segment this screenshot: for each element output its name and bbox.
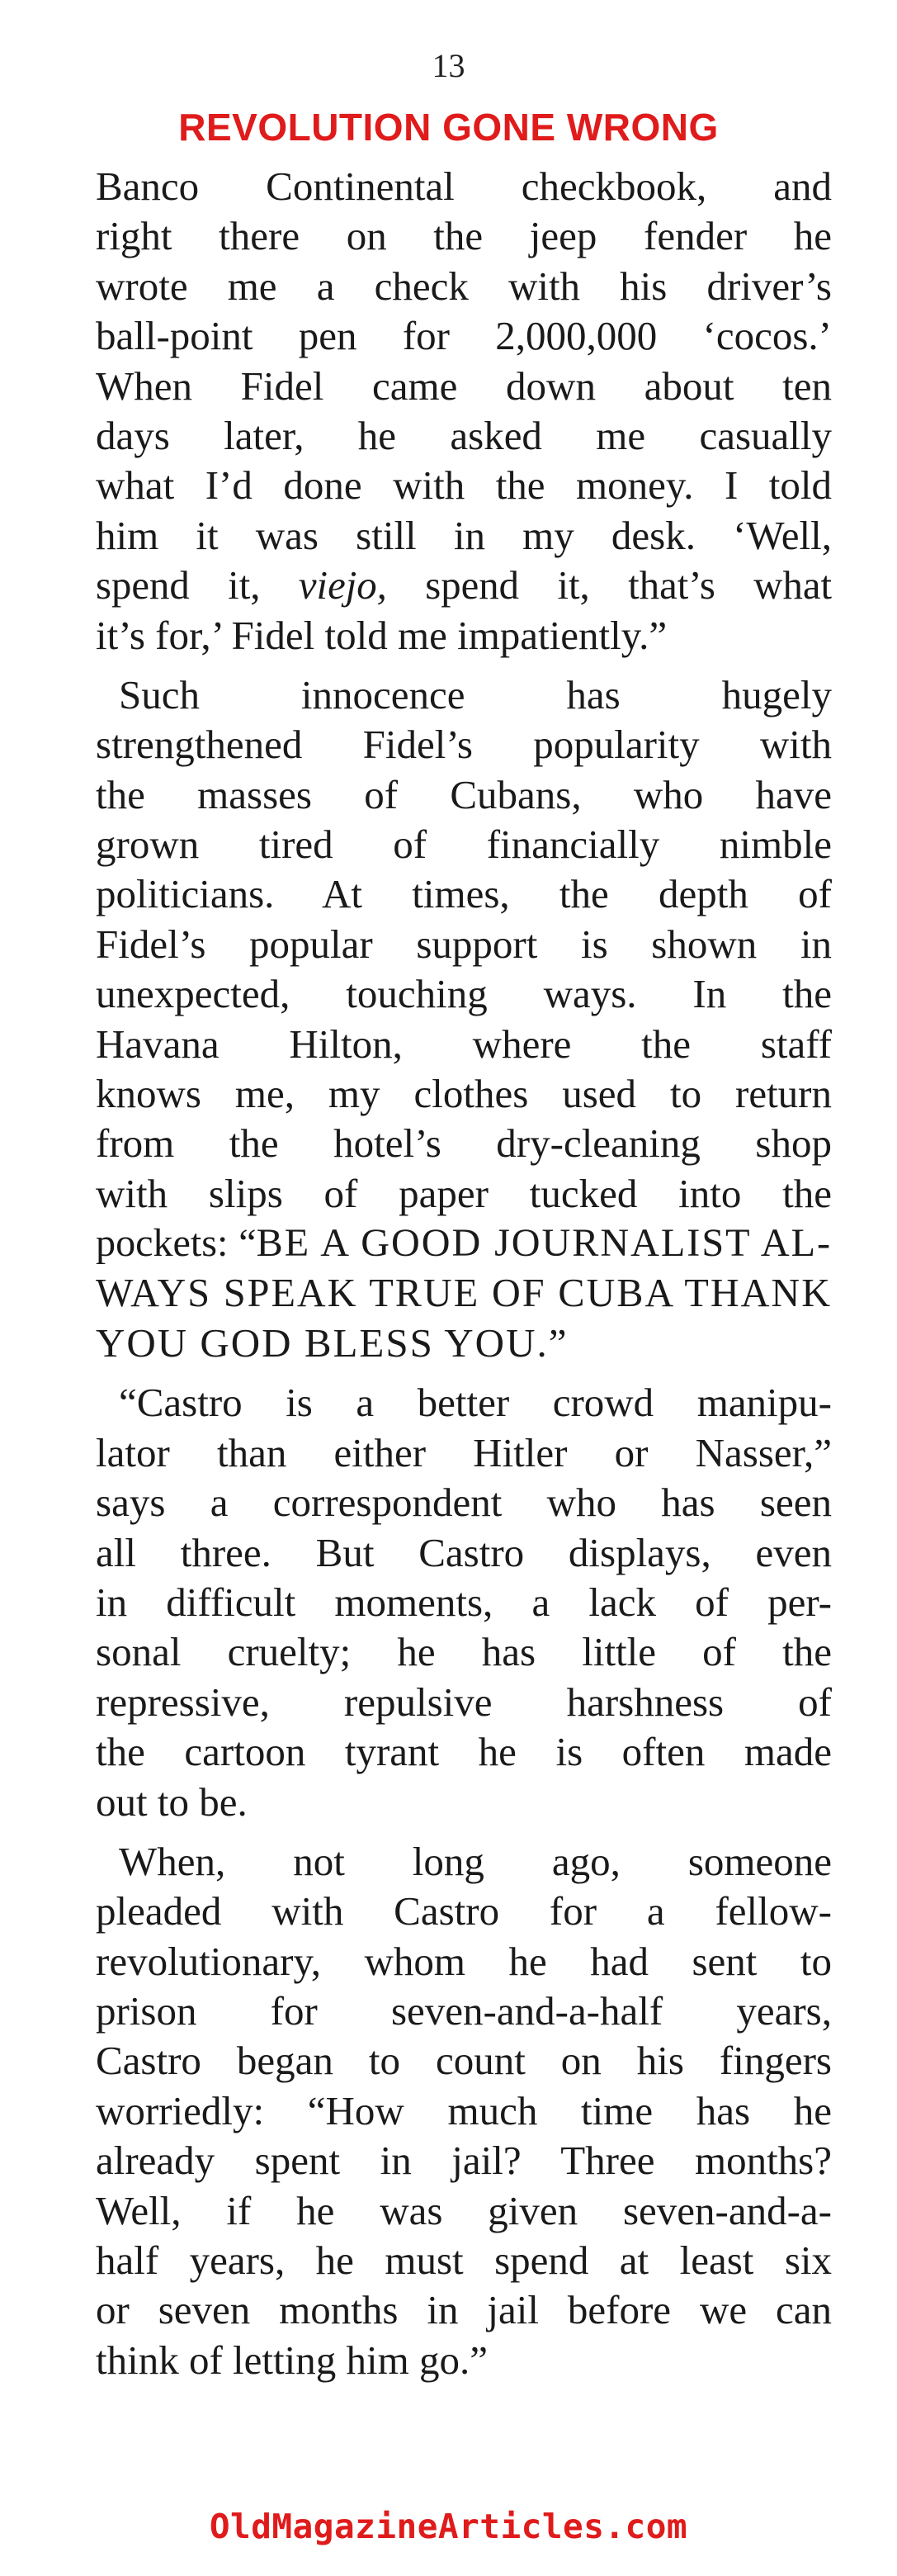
paragraph-gap — [96, 1368, 832, 1378]
page-header-title: REVOLUTION GONE WRONG — [178, 106, 719, 149]
text-line: repressive, repulsive harshness of — [96, 1679, 832, 1725]
paragraph-gap — [96, 661, 832, 670]
site-footer-link[interactable]: OldMagazineArticles.com — [209, 2507, 688, 2546]
text-line: prison for seven-and-a-half years, — [96, 1988, 832, 2034]
paragraph — [96, 1378, 832, 1827]
text-line: what I’d done with the money. I told — [96, 462, 832, 509]
text-line: wrote me a check with his driver’s — [96, 263, 832, 309]
text-line: knows me, my clothes used to return — [96, 1071, 832, 1117]
text-line: half years, he must spend at least six — [96, 2237, 832, 2284]
text-line: strengthened Fidel’s popularity with — [96, 722, 832, 768]
article-body — [96, 162, 832, 2385]
text-line: or seven months in jail before we can — [96, 2287, 832, 2333]
paragraph-gap — [96, 1827, 832, 1837]
text-line: the masses of Cubans, who have — [96, 771, 832, 817]
text-line: lator than either Hitler or Nasser,” — [96, 1429, 832, 1475]
text-line: ball-point pen for 2,000,000 ‘cocos.’ — [96, 313, 832, 359]
paragraph — [96, 1837, 832, 2385]
paragraph — [96, 162, 832, 661]
text-line: Castro began to count on his fingers — [96, 2038, 832, 2084]
text-line: the cartoon tyrant he is often made — [96, 1729, 832, 1775]
text-line: WAYS SPEAK TRUE OF CUBA THANK — [96, 1271, 832, 1315]
text-line: worriedly: “How much time has he — [96, 2087, 832, 2133]
text-line: right there on the jeep fender he — [96, 213, 832, 259]
text-line: pockets: “BE A GOOD JOURNALIST AL- — [96, 1221, 832, 1266]
text-line: sonal cruelty; he has little of the — [96, 1629, 832, 1675]
text-line: pleaded with Castro for a fellow- — [96, 1888, 832, 1934]
text-line: unexpected, touching ways. In the — [96, 971, 832, 1017]
text-line: politicians. At times, the depth of — [96, 871, 832, 917]
text-line: Fidel’s popular support is shown in — [96, 921, 832, 967]
text-line: Banco Continental checkbook, and — [96, 163, 832, 209]
text-line: “Castro is a better crowd manipu- — [119, 1380, 832, 1426]
text-line: Well, if he was given seven-and-a- — [96, 2187, 832, 2233]
text-line: him it was still in my desk. ‘Well, — [96, 512, 832, 558]
text-line: all three. But Castro displays, even — [96, 1529, 832, 1575]
text-line: with slips of paper tucked into the — [96, 1170, 832, 1216]
text-line: spend it, viejo, spend it, that’s what — [96, 563, 833, 608]
text-line: from the hotel’s dry-cleaning shop — [96, 1120, 832, 1167]
text-line: days later, he asked me casually — [96, 412, 832, 458]
text-line: revolutionary, whom he had sent to — [96, 1938, 832, 1984]
text-line: grown tired of financially nimble — [96, 822, 832, 868]
text-line: says a correspondent who has seen — [96, 1480, 832, 1526]
text-line: it’s for,’ Fidel told me impatiently.” — [96, 612, 668, 658]
text-line: out to be. — [96, 1778, 248, 1825]
text-line: think of letting him go.” — [96, 2337, 488, 2383]
text-line: YOU GOD BLESS YOU.” — [96, 1319, 567, 1366]
text-line: Havana Hilton, where the staff — [96, 1020, 832, 1067]
text-line: in difficult moments, a lack of per- — [96, 1579, 832, 1625]
text-line: When Fidel came down about ten — [96, 362, 832, 409]
text-line: Such innocence has hugely — [119, 671, 832, 717]
paragraph — [96, 670, 832, 1368]
text-line: When, not long ago, someone — [119, 1838, 832, 1884]
text-line: already spent in jail? Three months? — [96, 2138, 832, 2184]
page-number: 13 — [432, 47, 465, 84]
